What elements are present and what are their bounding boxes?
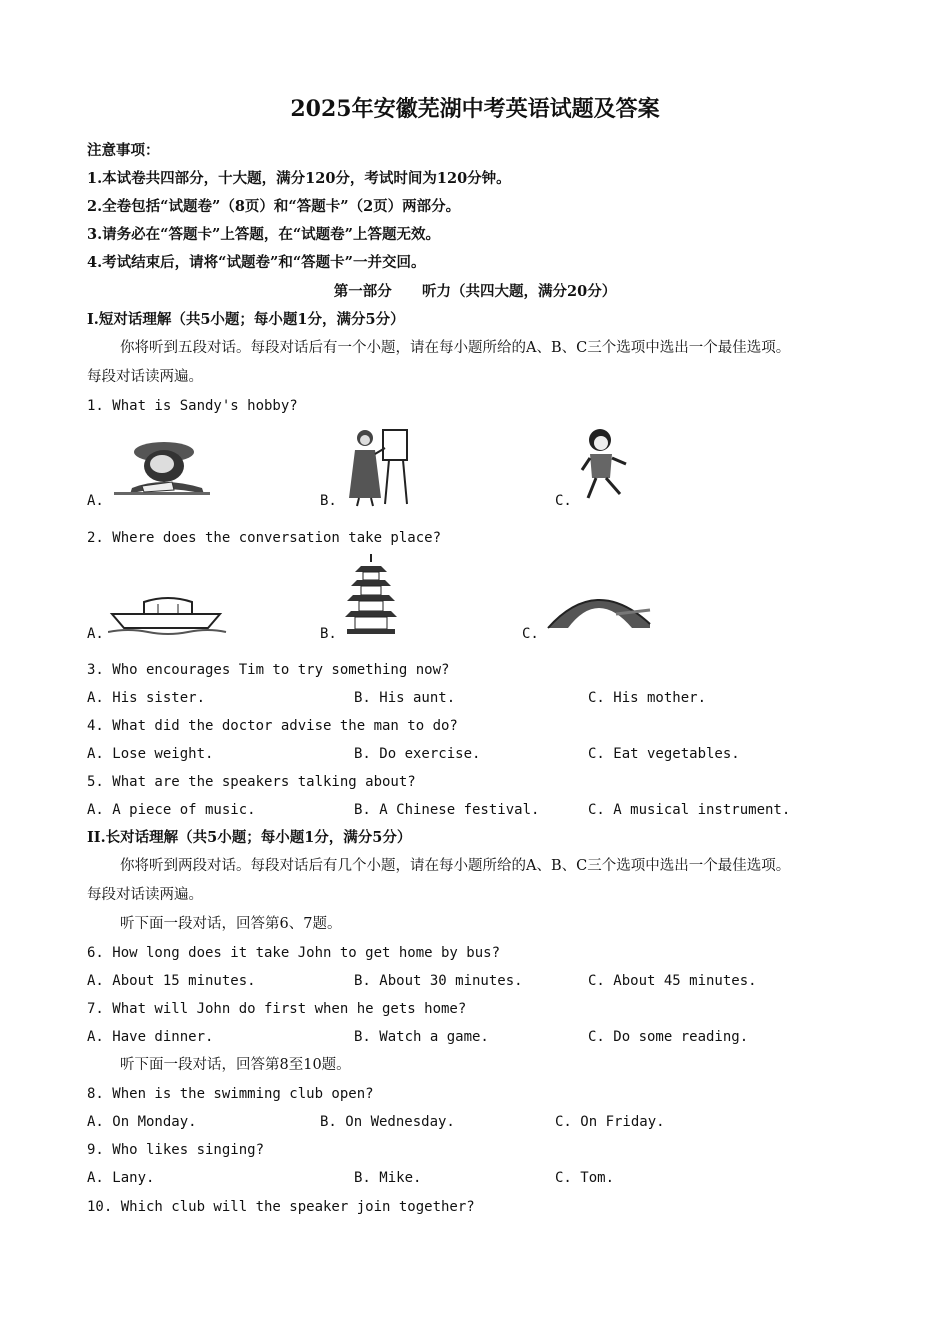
- option-a: A. His sister.: [87, 690, 206, 706]
- instruction: 每段对话读两遍。: [87, 887, 203, 903]
- notice-heading: 注意事项：: [87, 142, 160, 159]
- notice-item: 2.全卷包括“试题卷”（8页）和“答题卡”（2页）两部分。: [87, 198, 461, 215]
- pagoda-picture: [343, 554, 399, 636]
- option-b: B. Mike.: [354, 1170, 422, 1186]
- painting-girl-picture: [345, 424, 415, 508]
- option-label: C.: [555, 493, 572, 509]
- option-c: C. Do some reading.: [588, 1029, 749, 1045]
- option-c: C. Eat vegetables.: [588, 746, 740, 762]
- question-10: 10. Which club will the speaker join together?: [87, 1199, 475, 1215]
- notice-item: 1.本试卷共四部分，十大题，满分120分，考试时间为120分钟。: [87, 170, 511, 187]
- option-c: C. His mother.: [588, 690, 707, 706]
- boat-picture: [108, 596, 228, 636]
- listening-note: 听下面一段对话，回答第6、7题。: [120, 916, 342, 932]
- option-c: C. Tom.: [555, 1170, 615, 1186]
- option-c: C. About 45 minutes.: [588, 973, 757, 989]
- bridge-picture: [546, 584, 654, 630]
- option-label: A.: [87, 493, 104, 509]
- option-b: B. About 30 minutes.: [354, 973, 523, 989]
- option-b: B. His aunt.: [354, 690, 456, 706]
- option-a: A. Have dinner.: [87, 1029, 214, 1045]
- notice-item: 3.请务必在“答题卡”上答题，在“试题卷”上答题无效。: [87, 226, 440, 243]
- question-8: 8. When is the swimming club open?: [87, 1086, 374, 1102]
- question-3: 3. Who encourages Tim to try something now?: [87, 662, 450, 678]
- option-label: B.: [320, 626, 337, 642]
- option-c: C. On Friday.: [555, 1114, 665, 1130]
- notice-item: 4.考试结束后，请将“试题卷”和“答题卡”一并交回。: [87, 254, 426, 271]
- option-a: A. A piece of music.: [87, 802, 256, 818]
- question-7: 7. What will John do first when he gets home?: [87, 1001, 467, 1017]
- question-1: 1. What is Sandy's hobby?: [87, 398, 298, 414]
- question-5: 5. What are the speakers talking about?: [87, 774, 416, 790]
- option-label: C.: [522, 626, 539, 642]
- option-label: B.: [320, 493, 337, 509]
- question-6: 6. How long does it take John to get home by bus?: [87, 945, 501, 961]
- option-b: B. On Wednesday.: [320, 1114, 455, 1130]
- option-label: A.: [87, 626, 104, 642]
- option-a: A. Lany.: [87, 1170, 155, 1186]
- question-2: 2. Where does the conversation take place?: [87, 530, 442, 546]
- listening-note: 听下面一段对话，回答第8至10题。: [120, 1057, 351, 1073]
- instruction: 每段对话读两遍。: [87, 369, 203, 385]
- question-4: 4. What did the doctor advise the man to do?: [87, 718, 458, 734]
- option-c: C. A musical instrument.: [588, 802, 791, 818]
- instruction: 你将听到五段对话。每段对话后有一个小题，请在每小题所给的A、B、C三个选项中选出一个最佳选项。: [120, 340, 791, 356]
- option-a: A. About 15 minutes.: [87, 973, 256, 989]
- option-a: A. Lose weight.: [87, 746, 214, 762]
- running-boy-picture: [578, 426, 638, 506]
- section-heading: II.长对话理解（共5小题；每小题1分，满分5分）: [87, 829, 412, 846]
- option-a: A. On Monday.: [87, 1114, 197, 1130]
- option-b: B. Watch a game.: [354, 1029, 489, 1045]
- option-b: B. Do exercise.: [354, 746, 481, 762]
- instruction: 你将听到两段对话。每段对话后有几个小题，请在每小题所给的A、B、C三个选项中选出一个最佳选项。: [120, 858, 791, 874]
- reading-girl-picture: [112, 436, 212, 500]
- question-9: 9. Who likes singing?: [87, 1142, 265, 1158]
- part-heading: 第一部分 听力（共四大题，满分20分）: [333, 283, 617, 300]
- option-b: B. A Chinese festival.: [354, 802, 540, 818]
- page-title: 2025年安徽芜湖中考英语试题及答案: [290, 96, 660, 122]
- section-heading: I.短对话理解（共5小题；每小题1分，满分5分）: [87, 311, 405, 328]
